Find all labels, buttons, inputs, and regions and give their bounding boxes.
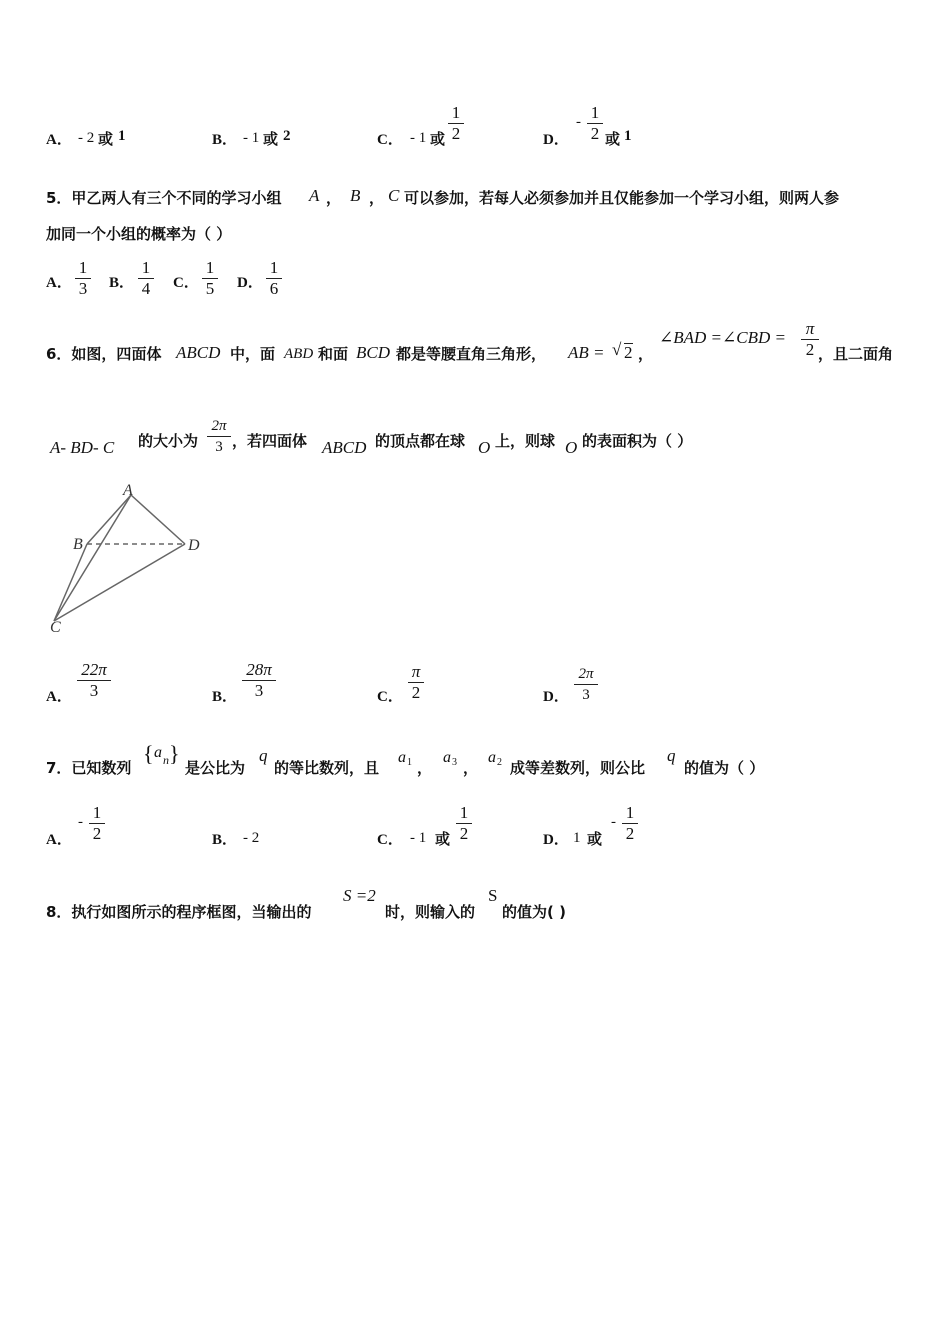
q6-option-a-fraction — [77, 660, 111, 701]
q6-option-d-den: 3 — [574, 684, 598, 705]
q4-option-a-value2: 1 — [118, 128, 126, 144]
q7-seq-sub: n — [163, 753, 169, 767]
q6-sphere-o-2: O — [565, 438, 578, 457]
vertex-c-label: C — [50, 619, 61, 636]
q7-text-1: 7．已知数列 — [46, 759, 132, 777]
q5-sep-1: ， — [326, 189, 342, 207]
q6-comma: ， — [638, 345, 654, 363]
q6-sqrt-value: 2 — [624, 343, 633, 362]
q5-sep-2: ， — [369, 189, 385, 207]
q4-option-a-or: 或 — [98, 130, 114, 148]
q7-a2-sub: 2 — [497, 757, 502, 768]
q4-option-d-sign: - — [576, 114, 581, 130]
q6-text-5: ，且二面角 — [818, 345, 894, 363]
edge-ab — [87, 495, 131, 544]
q7-a3-sub: 3 — [452, 757, 457, 768]
q6-option-a-den: 3 — [77, 680, 111, 701]
q4-option-d-fraction — [587, 103, 603, 144]
q6-bcd: BCD — [356, 343, 390, 362]
q7-a1-sub: 1 — [407, 757, 412, 768]
q8-text-3: 的值为( ) — [502, 903, 566, 921]
q7-a3: a — [443, 749, 451, 766]
q7-option-d-value: 1 — [573, 830, 581, 846]
q7-option-b-value: - 2 — [243, 830, 260, 846]
q5-option-d-num: 1 — [269, 258, 279, 277]
q7-comma-2: ， — [463, 759, 479, 777]
q8-text-2: 时，则输入的 — [385, 903, 476, 921]
q7-text-3: 的等比数列，且 — [274, 759, 380, 777]
q6-text-1: 6．如图，四面体 — [46, 345, 162, 363]
q6-dihedral: A- BD- C — [50, 438, 115, 457]
q4-option-d-or: 或 — [605, 130, 621, 148]
q6-angle-den: 3 — [207, 436, 231, 457]
q7-a2: a — [488, 749, 496, 766]
q7-option-d-num: 1 — [625, 803, 635, 822]
q4-option-c-or: 或 — [430, 130, 446, 148]
q5-option-a-den: 3 — [75, 278, 91, 299]
q4-option-b-value2: 2 — [283, 128, 291, 144]
q5-option-d-label: D． — [237, 275, 263, 291]
q7-option-a-label: A． — [46, 832, 72, 848]
q6-option-b-den: 3 — [242, 680, 276, 701]
q6-option-c-fraction — [408, 662, 424, 703]
q7-text-5: 的值为（ ） — [684, 759, 765, 777]
q6-abd: ABD — [284, 346, 314, 362]
q7-option-c-num: 1 — [459, 803, 469, 822]
q5-option-c-fraction — [202, 258, 218, 299]
q6-option-b-fraction — [242, 660, 276, 701]
vertex-d-label: D — [188, 537, 200, 554]
q4-option-c-value: - 1 — [410, 130, 427, 146]
q7-text-4: 成等差数列，则公比 — [510, 759, 646, 777]
q5-option-b-den: 4 — [138, 278, 154, 299]
q4-option-d-num: 1 — [590, 103, 600, 122]
q5-line1-suffix: 可以参加，若每人必须参加并且仅能参加一个学习小组，则两人参 — [404, 189, 840, 207]
q5-option-b-num: 1 — [141, 258, 151, 277]
q7-option-a-num: 1 — [92, 803, 102, 822]
q6-ab-eq: AB = — [568, 343, 605, 362]
q6-option-c-label: C． — [377, 689, 403, 705]
edge-cd — [54, 544, 185, 621]
q6-sqrt-icon: √ — [612, 340, 622, 359]
q7-option-c-den: 2 — [456, 823, 472, 844]
q5-line2: 加同一个小组的概率为（ ） — [46, 225, 232, 243]
q6-option-d-label: D． — [543, 689, 569, 705]
q4-option-b-value: - 1 — [243, 130, 260, 146]
q6-angle-num: 2π — [211, 418, 227, 434]
q4-option-b-or: 或 — [263, 130, 279, 148]
q4-option-c-label: C． — [377, 132, 403, 148]
q7-seq-a: a — [154, 744, 162, 761]
q6-text-8: 的顶点都在球 — [375, 432, 466, 450]
edge-bc — [54, 544, 87, 621]
edge-ac — [54, 495, 131, 621]
q6-option-d-num: 2π — [578, 666, 594, 682]
q7-q-1: q — [259, 746, 268, 765]
q6-angle-eq: ∠BAD =∠CBD = — [659, 328, 786, 347]
q6-text-9: 上，则球 — [495, 432, 556, 450]
q5-option-b-fraction — [138, 258, 154, 299]
q5-option-c-den: 5 — [202, 278, 218, 299]
q4-option-d-value2: 1 — [624, 128, 632, 144]
q7-option-c-fraction — [456, 803, 472, 844]
q7-option-b-label: B． — [212, 832, 238, 848]
q4-option-d-den: 2 — [587, 123, 603, 144]
q7-option-a-sign: - — [78, 814, 83, 830]
q5-option-a-fraction — [75, 258, 91, 299]
q6-option-c-den: 2 — [408, 682, 424, 703]
edge-ad — [131, 495, 185, 544]
q6-option-c-num: π — [411, 662, 421, 681]
q6-abcd-2: ABCD — [322, 438, 367, 457]
q7-option-d-den: 2 — [622, 823, 638, 844]
q6-text-10: 的表面积为（ ） — [582, 432, 693, 450]
q8-s-eq: S =2 — [343, 886, 376, 905]
q4-option-d-label: D． — [543, 132, 569, 148]
q6-pi-num: π — [805, 319, 815, 338]
q6-option-a-num: 22π — [81, 660, 107, 679]
q7-option-a-den: 2 — [89, 823, 105, 844]
q4-option-c-num: 1 — [451, 103, 461, 122]
q5-option-c-num: 1 — [205, 258, 215, 277]
q8-text-1: 8．执行如图所示的程序框图，当输出的 — [46, 903, 312, 921]
q5-option-a-label: A． — [46, 275, 72, 291]
tetrahedron-figure — [40, 478, 220, 638]
q5-option-d-den: 6 — [266, 278, 282, 299]
q5-option-c-label: C． — [173, 275, 199, 291]
q5-option-a-num: 1 — [78, 258, 88, 277]
q7-option-c-label: C． — [377, 832, 403, 848]
q4-option-a-value: - 2 — [78, 130, 95, 146]
q6-option-b-label: B． — [212, 689, 238, 705]
q6-text-6: 的大小为 — [138, 432, 199, 450]
vertex-a-label: A — [123, 482, 133, 499]
q4-option-c-den: 2 — [448, 123, 464, 144]
q6-pi-fraction — [801, 319, 819, 360]
vertex-b-label: B — [73, 536, 83, 553]
q6-abcd: ABCD — [176, 343, 221, 362]
q6-option-d-fraction — [574, 664, 598, 705]
q6-angle-fraction — [207, 416, 231, 457]
q5-var-a: A — [309, 186, 320, 205]
q6-sphere-o-1: O — [478, 438, 491, 457]
q5-line1-prefix: 5．甲乙两人有三个不同的学习小组 — [46, 189, 282, 207]
q7-option-d-fraction — [622, 803, 638, 844]
q7-q-2: q — [667, 746, 676, 765]
q5-option-b-label: B． — [109, 275, 135, 291]
q7-option-c-or: 或 — [435, 830, 451, 848]
q6-option-b-num: 28π — [246, 660, 272, 679]
q7-option-a-fraction — [89, 803, 105, 844]
q5-var-c: C — [388, 186, 400, 205]
q7-a1: a — [398, 749, 406, 766]
q6-text-7: ，若四面体 — [232, 432, 308, 450]
q4-option-c-fraction — [448, 103, 464, 144]
q6-text-3: 和面 — [318, 345, 349, 363]
q8-s: S — [488, 886, 498, 905]
q6-text-4: 都是等腰直角三角形， — [396, 345, 547, 363]
q4-option-b-label: B． — [212, 132, 238, 148]
q4-option-a-label: A． — [46, 132, 72, 148]
q7-seq-brace-left: { — [143, 741, 154, 766]
q7-comma-1: ， — [417, 759, 433, 777]
q5-var-b: B — [350, 186, 361, 205]
q7-option-d-sign: - — [611, 814, 616, 830]
q6-pi-den: 2 — [801, 339, 819, 360]
q7-option-d-or: 或 — [587, 830, 603, 848]
q7-option-c-value: - 1 — [410, 830, 427, 846]
q7-seq-brace-right: } — [169, 741, 180, 766]
q6-text-2: 中，面 — [230, 345, 276, 363]
q6-option-a-label: A． — [46, 689, 72, 705]
q7-option-d-label: D． — [543, 832, 569, 848]
q5-option-d-fraction — [266, 258, 282, 299]
q7-text-2: 是公比为 — [185, 759, 246, 777]
